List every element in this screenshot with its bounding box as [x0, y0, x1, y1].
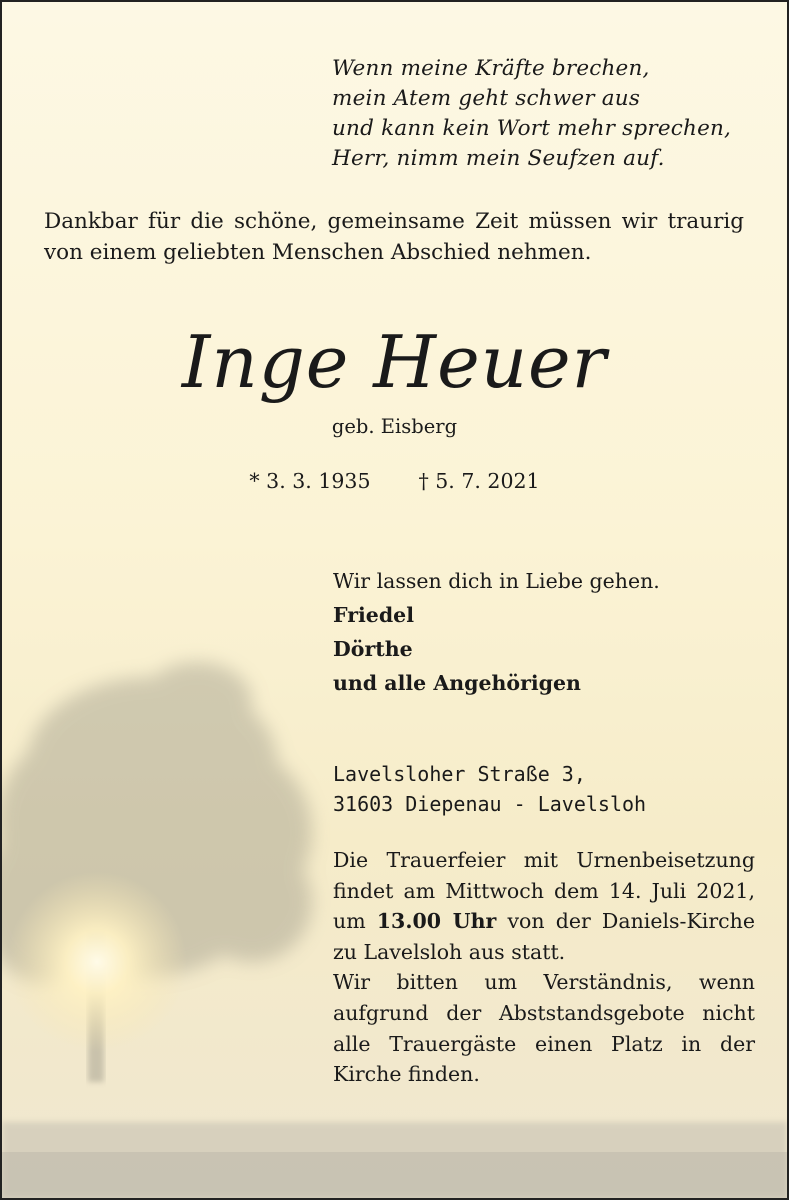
farewell-line: Wir lassen dich in Liebe gehen.: [333, 569, 660, 593]
sun-glow: [7, 872, 187, 1052]
poem-line: Wenn meine Kräfte brechen,: [332, 56, 650, 81]
death-date: † 5. 7. 2021: [418, 469, 540, 493]
funeral-details: [333, 845, 755, 967]
intro-text: Dankbar für die schöne, gemeinsame Zeit müssen wir traurig von einem geliebten Menschen Abschied nehmen.: [44, 209, 744, 265]
poem-line: und kann kein Wort mehr sprechen,: [332, 116, 732, 141]
birth-date: * 3. 3. 1935: [249, 469, 371, 493]
funeral-time: 13.00 Uhr: [376, 909, 497, 934]
mourner-name: und alle Angehörigen: [333, 671, 581, 695]
address-street: Lavelsloher Straße 3,: [333, 762, 586, 786]
funeral-notice: [333, 845, 755, 1090]
address: [333, 759, 646, 819]
funeral-details-part1: Die Trauerfeier mit Urnenbeisetzung findet am Mittwoch dem 14. Juli 2021, um: [333, 848, 755, 934]
funeral-request: Wir bitten um Verständnis, wenn aufgrund der Abststandsgebote nicht alle Trauergäste einen Platz in der Kirche finden.: [333, 970, 755, 1087]
maiden-name: geb. Eisberg: [331, 415, 458, 438]
funeral-details-part2: von der Daniels-Kirche zu Lavelsloh aus statt.: [333, 909, 755, 964]
poem: [332, 54, 731, 174]
deceased-name: Inge Heuer: [181, 320, 608, 404]
mourner-name: Friedel: [333, 603, 414, 627]
family-signature: [333, 564, 660, 700]
address-city: 31603 Diepenau - Lavelsloh: [333, 792, 647, 816]
poem-line: Herr, nimm mein Seufzen auf.: [332, 146, 665, 171]
mourner-name: Dörthe: [333, 637, 413, 661]
poem-line: mein Atem geht schwer aus: [332, 86, 641, 111]
life-dates: [2, 467, 787, 495]
